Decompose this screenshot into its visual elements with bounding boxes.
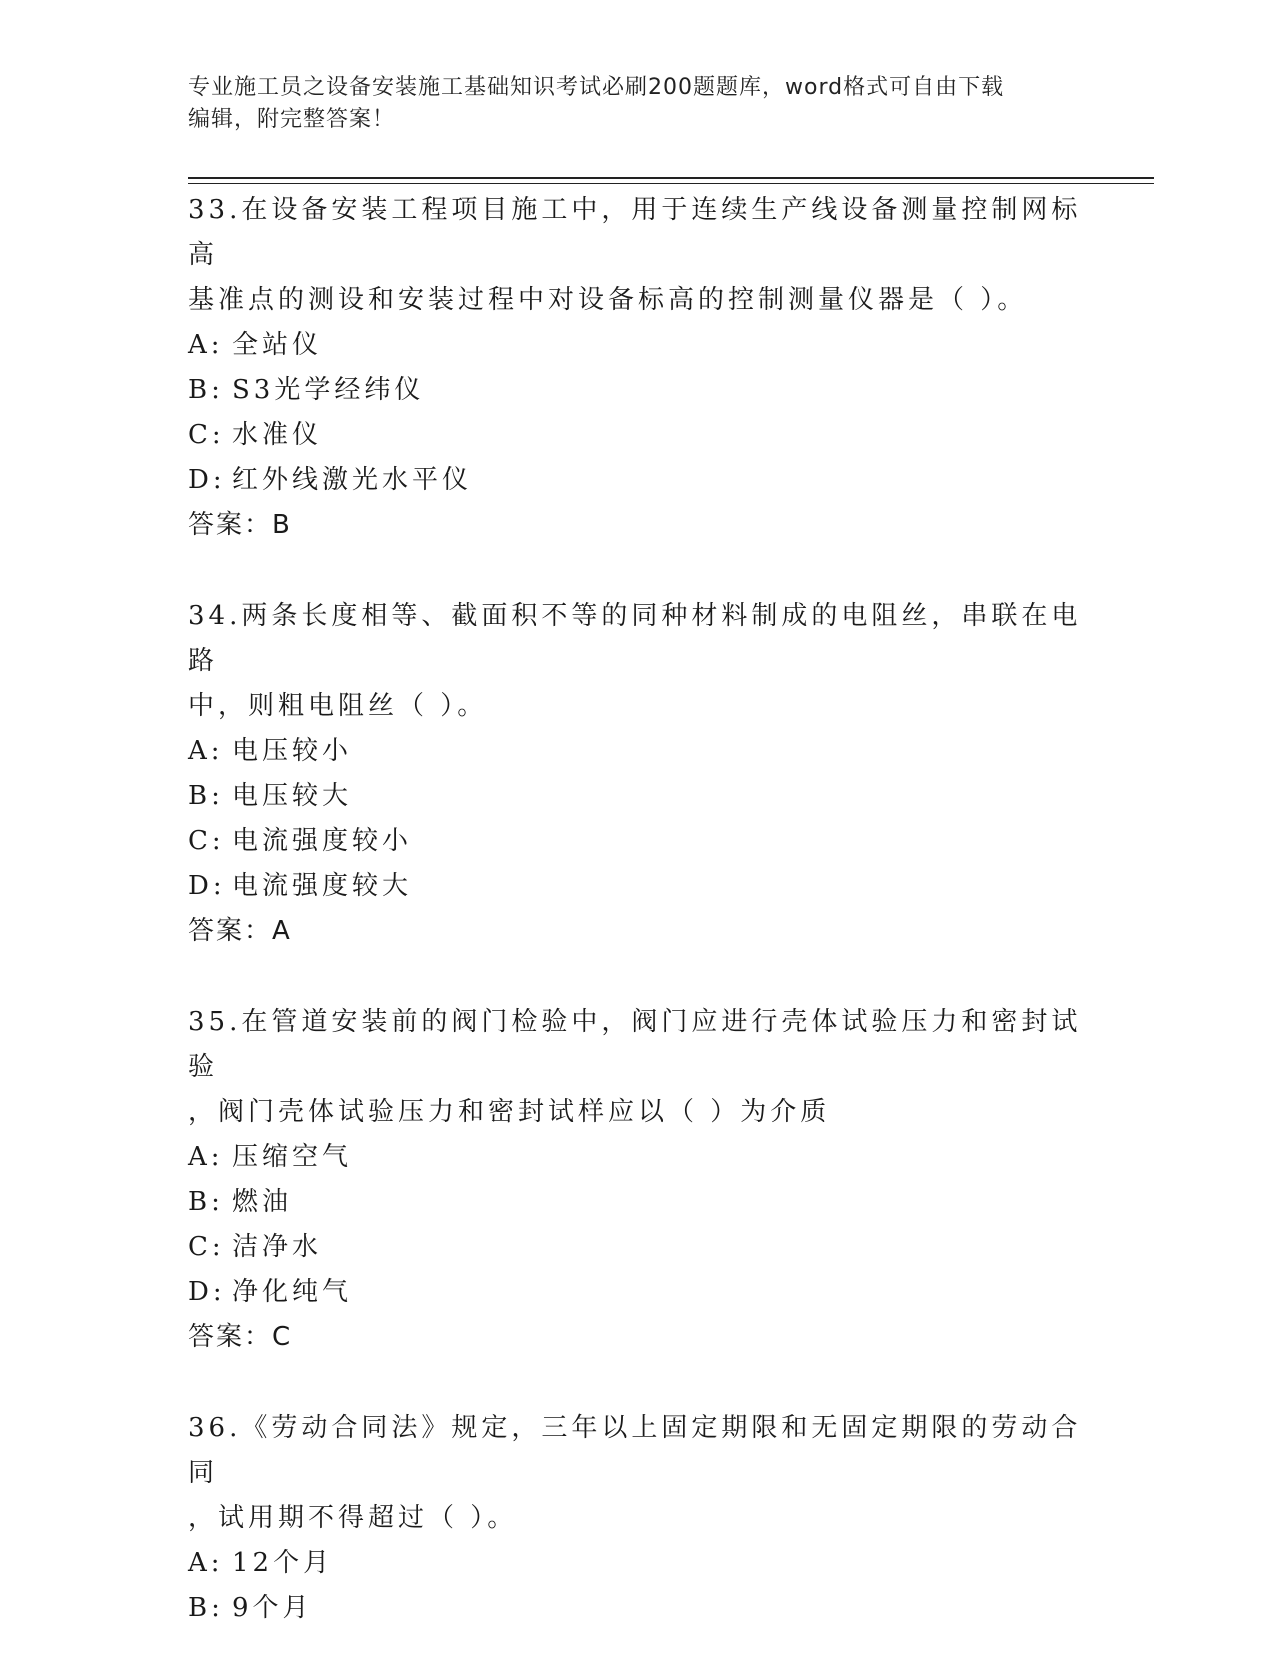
option-text: 水准仪 (232, 420, 323, 450)
option-c (188, 413, 1088, 458)
question-stem: 中，则粗电阻丝（ ）。 (188, 691, 488, 721)
option-key: A: (188, 1142, 224, 1172)
option-text: 压缩空气 (232, 1142, 353, 1172)
option-text: 燃油 (232, 1187, 293, 1217)
option-key: A: (188, 1548, 224, 1578)
option-text: 电压较小 (232, 736, 353, 766)
answer-line: 答案：C (188, 1322, 293, 1352)
option-text: 红外线激光水平仪 (232, 465, 473, 495)
question-35 (188, 1000, 1088, 1360)
option-text: 电流强度较小 (232, 826, 413, 856)
question-stem: 36.《劳动合同法》规定，三年以上固定期限和无固定期限的劳动合同 (188, 1413, 1082, 1488)
option-a (188, 1135, 1088, 1180)
question-stem: 33.在设备安装工程项目施工中，用于连续生产线设备测量控制网标高 (188, 195, 1082, 270)
header-divider-thick (188, 177, 1154, 179)
header-title-line2: 编辑，附完整答案！ (188, 107, 396, 132)
question-36 (188, 1406, 1088, 1631)
option-c (188, 819, 1088, 864)
answer-line: 答案：A (188, 916, 292, 946)
header-divider-thin (188, 183, 1154, 184)
document-header (188, 72, 1088, 136)
question-33 (188, 188, 1088, 548)
option-c (188, 1225, 1088, 1270)
option-d (188, 1270, 1088, 1315)
option-b (188, 368, 1088, 413)
option-key: C: (188, 826, 225, 856)
option-a (188, 323, 1088, 368)
option-text: 洁净水 (232, 1232, 323, 1262)
option-key: B: (188, 1593, 224, 1623)
option-d (188, 458, 1088, 503)
option-text: S3光学经纬仪 (232, 375, 425, 405)
option-a (188, 1541, 1088, 1586)
answer-line: 答案：B (188, 510, 292, 540)
option-d (188, 864, 1088, 909)
option-key: D: (188, 465, 226, 495)
question-stem: ，试用期不得超过（ ）。 (188, 1503, 518, 1533)
option-text: 全站仪 (232, 330, 323, 360)
option-key: C: (188, 1232, 225, 1262)
option-key: D: (188, 1277, 226, 1307)
option-text: 电压较大 (232, 781, 353, 811)
option-a (188, 729, 1088, 774)
question-list (188, 188, 1088, 1677)
question-stem: ，阀门壳体试验压力和密封试样应以（ ）为介质 (188, 1097, 831, 1127)
option-text: 9个月 (232, 1593, 313, 1623)
option-text: 12个月 (232, 1548, 334, 1578)
question-34 (188, 594, 1088, 954)
option-text: 净化纯气 (232, 1277, 353, 1307)
option-b (188, 774, 1088, 819)
option-key: C: (188, 420, 225, 450)
question-stem: 基准点的测设和安装过程中对设备标高的控制测量仪器是（ ）。 (188, 285, 1028, 315)
option-key: B: (188, 375, 224, 405)
option-b (188, 1180, 1088, 1225)
option-key: B: (188, 781, 224, 811)
question-stem: 34.两条长度相等、截面积不等的同种材料制成的电阻丝，串联在电路 (188, 601, 1082, 676)
option-key: D: (188, 871, 226, 901)
option-b (188, 1586, 1088, 1631)
option-key: A: (188, 736, 224, 766)
header-title-line1: 专业施工员之设备安装施工基础知识考试必刷200题题库，word格式可自由下载 (188, 75, 1005, 100)
question-stem: 35.在管道安装前的阀门检验中，阀门应进行壳体试验压力和密封试验 (188, 1007, 1082, 1082)
option-key: A: (188, 330, 224, 360)
option-text: 电流强度较大 (232, 871, 413, 901)
option-key: B: (188, 1187, 224, 1217)
